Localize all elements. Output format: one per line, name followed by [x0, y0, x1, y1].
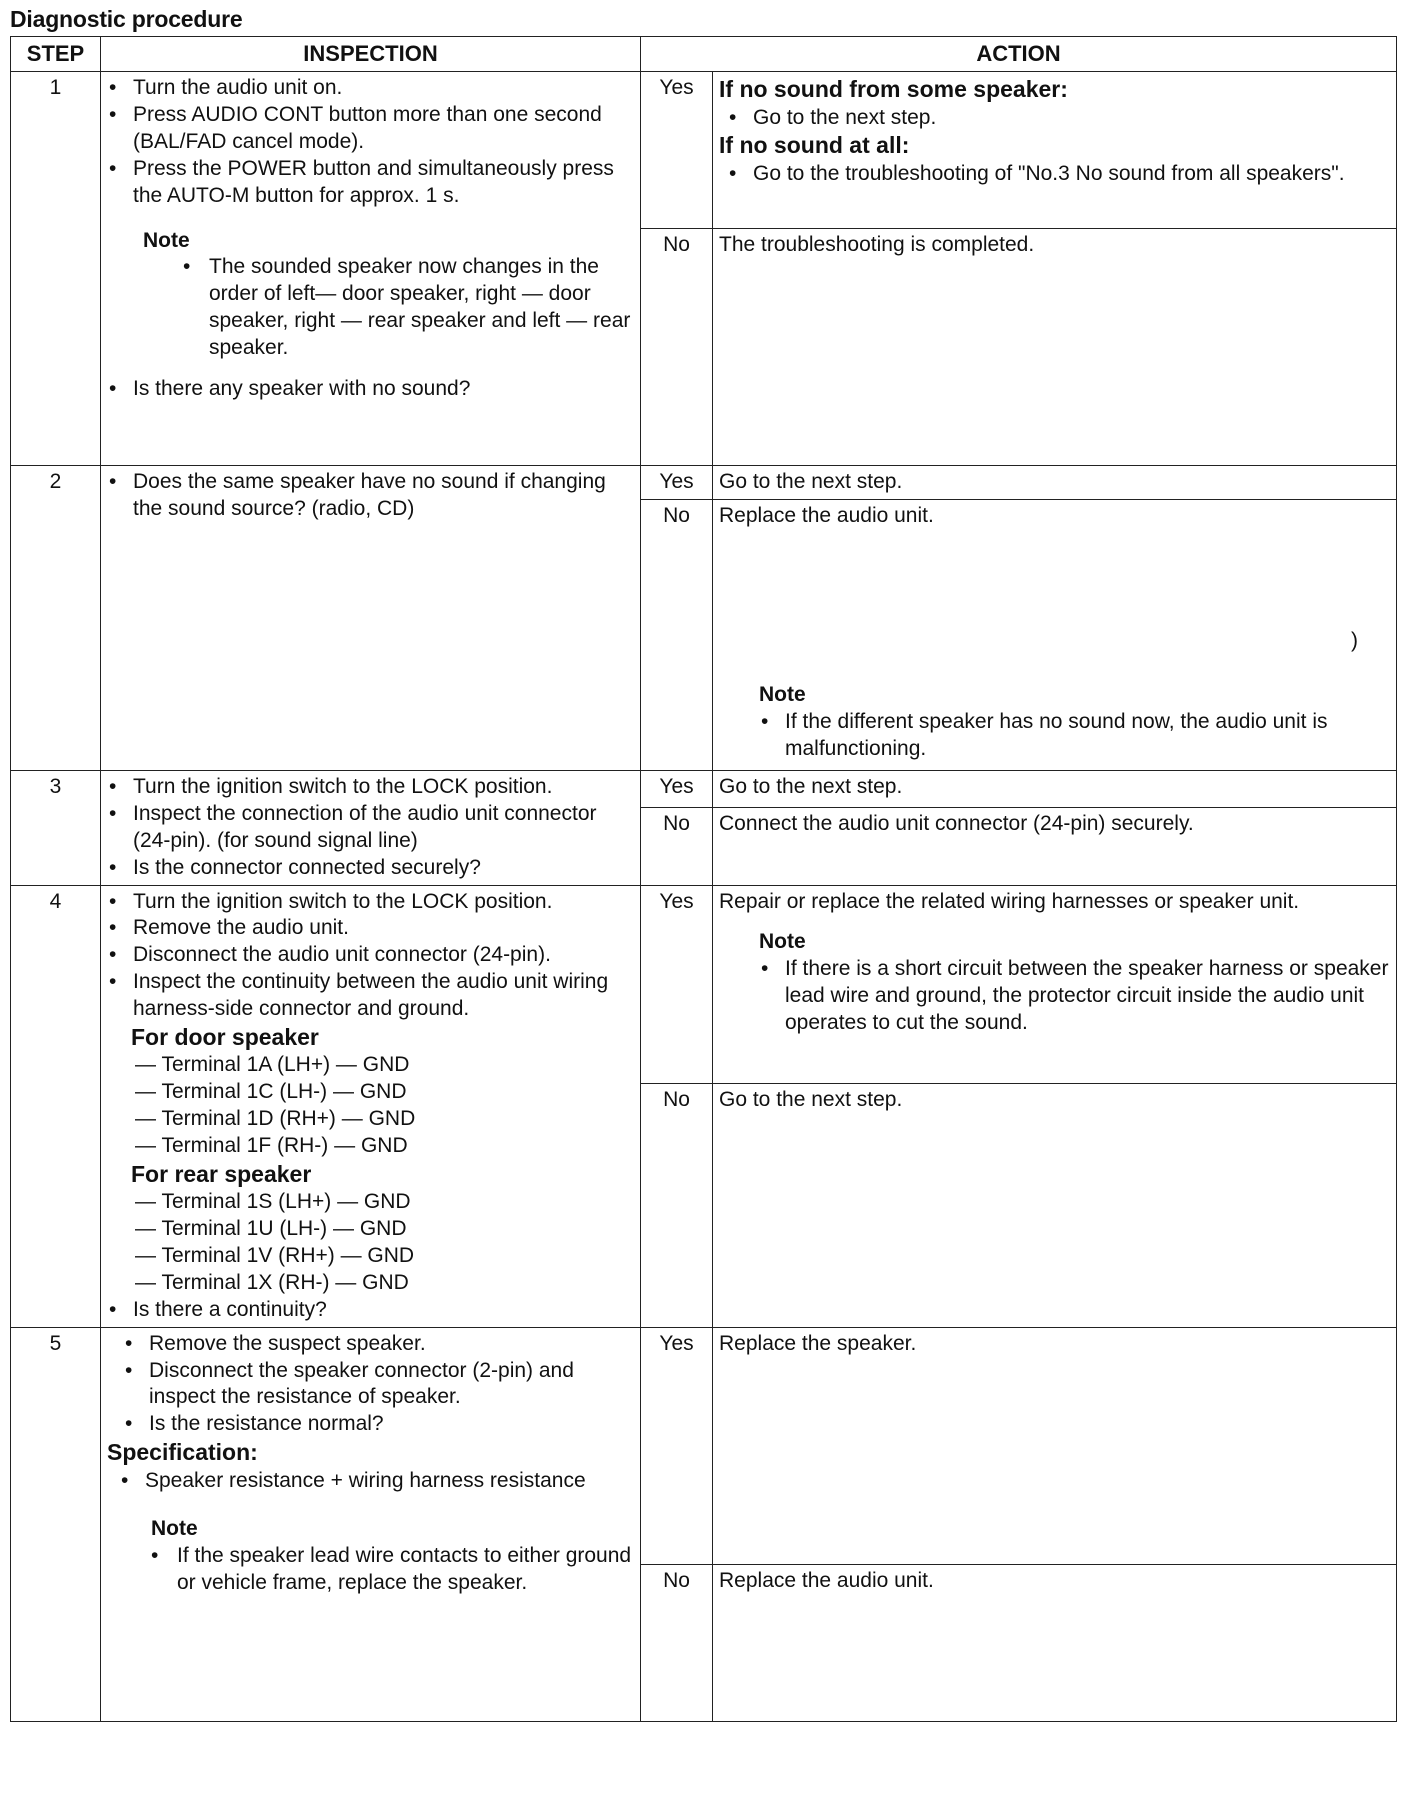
specification-bullet: • Speaker resistance + wiring harness resistance: [145, 1468, 634, 1495]
step-number: 3: [11, 771, 101, 886]
terminal-line: — Terminal 1D (RH+) — GND: [135, 1107, 416, 1131]
no-label: No: [641, 1084, 713, 1328]
inspection-bullet: • Disconnect the audio unit connector (24-pin).: [133, 942, 634, 969]
note-block: [759, 929, 1390, 1037]
note-bullet: • If the speaker lead wire contacts to either ground or vehicle frame, replace the speaker.: [177, 1543, 634, 1597]
note-bullet: • The sounded speaker now changes in the order of left— door speaker, right — door speaker, right — rear speaker and left — rear speaker.: [209, 254, 634, 362]
no-label: No: [641, 500, 713, 771]
step-2-yes-action: Go to the next step.: [713, 466, 1397, 500]
header-inspection: INSPECTION: [101, 37, 641, 72]
step-3-yes-row: [11, 771, 1397, 808]
inspection-bullet: • Turn the audio unit on.: [133, 75, 634, 102]
action-bullet: • Go to the troubleshooting of "No.3 No sound from all speakers".: [753, 161, 1390, 188]
step-5-yes-row: [11, 1327, 1397, 1564]
no-label: No: [641, 808, 713, 886]
table-header-row: [11, 37, 1397, 72]
inspection-bullet: • Inspect the connection of the audio unit connector (24-pin). (for sound signal line): [133, 801, 634, 855]
step-number: 1: [11, 72, 101, 466]
inspection-bullet: • Press the POWER button and simultaneously press the AUTO-M button for approx. 1 s.: [133, 156, 634, 210]
terminal-line: — Terminal 1X (RH-) — GND: [135, 1270, 409, 1294]
step-1-yes-row: [11, 72, 1397, 229]
terminal-line: — Terminal 1U (LH-) — GND: [135, 1217, 407, 1241]
step-3-inspection: [101, 771, 641, 886]
step-5-no-action: Replace the audio unit.: [713, 1564, 1397, 1721]
inspection-bullet: • Does the same speaker have no sound if changing the sound source? (radio, CD): [133, 469, 634, 523]
note-title: Note: [759, 930, 806, 954]
note-block: [143, 228, 634, 362]
inspection-bullet: • Remove the audio unit.: [133, 915, 634, 942]
terminal-line: — Terminal 1A (LH+) — GND: [135, 1053, 410, 1077]
step-2-yes-row: [11, 466, 1397, 500]
step-1-yes-action: [713, 72, 1397, 229]
note-bullet: • If the different speaker has no sound now, the audio unit is malfunctioning.: [785, 709, 1390, 763]
step-number: 4: [11, 885, 101, 1327]
inspection-bullet: • Is the connector connected securely?: [133, 855, 634, 882]
diagnostic-table: [10, 36, 1397, 1722]
inspection-bullet: • Remove the suspect speaker.: [149, 1331, 634, 1358]
yes-label: Yes: [641, 1327, 713, 1564]
action-heading: If no sound from some speaker:: [719, 76, 1068, 103]
step-4-no-action: Go to the next step.: [713, 1084, 1397, 1328]
note-title: Note: [759, 682, 806, 706]
note-title: Note: [151, 1517, 198, 1541]
step-1-no-action: The troubleshooting is completed.: [713, 229, 1397, 466]
step-2-no-action: [713, 500, 1397, 771]
action-bullet: • Go to the next step.: [753, 105, 1390, 132]
inspection-question: • Is there a continuity?: [133, 1297, 634, 1324]
step-number: 2: [11, 466, 101, 771]
note-block: [759, 682, 1390, 763]
inspection-bullet: • Turn the ignition switch to the LOCK position.: [133, 889, 634, 916]
step-3-no-action: Connect the audio unit connector (24-pin) securely.: [713, 808, 1397, 886]
action-text: Replace the audio unit.: [719, 504, 934, 528]
no-label: No: [641, 229, 713, 466]
header-step: STEP: [11, 37, 101, 72]
terminal-line: — Terminal 1V (RH+) — GND: [135, 1244, 415, 1268]
step-2-inspection: [101, 466, 641, 771]
note-title: Note: [143, 228, 190, 252]
yes-label: Yes: [641, 72, 713, 229]
inspection-bullet: • Turn the ignition switch to the LOCK position.: [133, 774, 634, 801]
note-bullet: • If there is a short circuit between the speaker harness or speaker lead wire and ground, the protector circuit inside the audio unit operates to cut the sound.: [785, 956, 1390, 1037]
rear-speaker-heading: For rear speaker: [131, 1160, 312, 1187]
action-text: Repair or replace the related wiring harnesses or speaker unit.: [719, 889, 1300, 913]
terminal-line: — Terminal 1S (LH+) — GND: [135, 1190, 411, 1214]
inspection-question: • Is there any speaker with no sound?: [133, 376, 634, 403]
terminal-line: — Terminal 1C (LH-) — GND: [135, 1080, 407, 1104]
note-block: [151, 1516, 634, 1597]
inspection-bullet: • Inspect the continuity between the audio unit wiring harness-side connector and ground.: [133, 969, 634, 1023]
step-5-inspection: [101, 1327, 641, 1721]
door-speaker-heading: For door speaker: [131, 1023, 319, 1050]
yes-label: Yes: [641, 771, 713, 808]
step-4-yes-row: [11, 885, 1397, 1084]
step-4-yes-action: [713, 885, 1397, 1084]
step-number: 5: [11, 1327, 101, 1721]
action-heading: If no sound at all:: [719, 132, 910, 159]
yes-label: Yes: [641, 466, 713, 500]
inspection-bullet: • Is the resistance normal?: [149, 1411, 634, 1438]
step-1-inspection: [101, 72, 641, 466]
inspection-bullet: • Disconnect the speaker connector (2-pin) and inspect the resistance of speaker.: [149, 1358, 634, 1412]
step-5-yes-action: Replace the speaker.: [713, 1327, 1397, 1564]
no-label: No: [641, 1564, 713, 1721]
specification-heading: Specification:: [107, 1439, 258, 1466]
page-title: Diagnostic procedure: [10, 6, 243, 32]
yes-label: Yes: [641, 885, 713, 1084]
inspection-bullet: • Press AUDIO CONT button more than one second (BAL/FAD cancel mode).: [133, 102, 634, 156]
terminal-line: — Terminal 1F (RH-) — GND: [135, 1133, 408, 1157]
step-4-inspection: [101, 885, 641, 1327]
step-3-yes-action: Go to the next step.: [713, 771, 1397, 808]
stray-mark: ): [1351, 629, 1359, 653]
header-action: ACTION: [641, 37, 1397, 72]
